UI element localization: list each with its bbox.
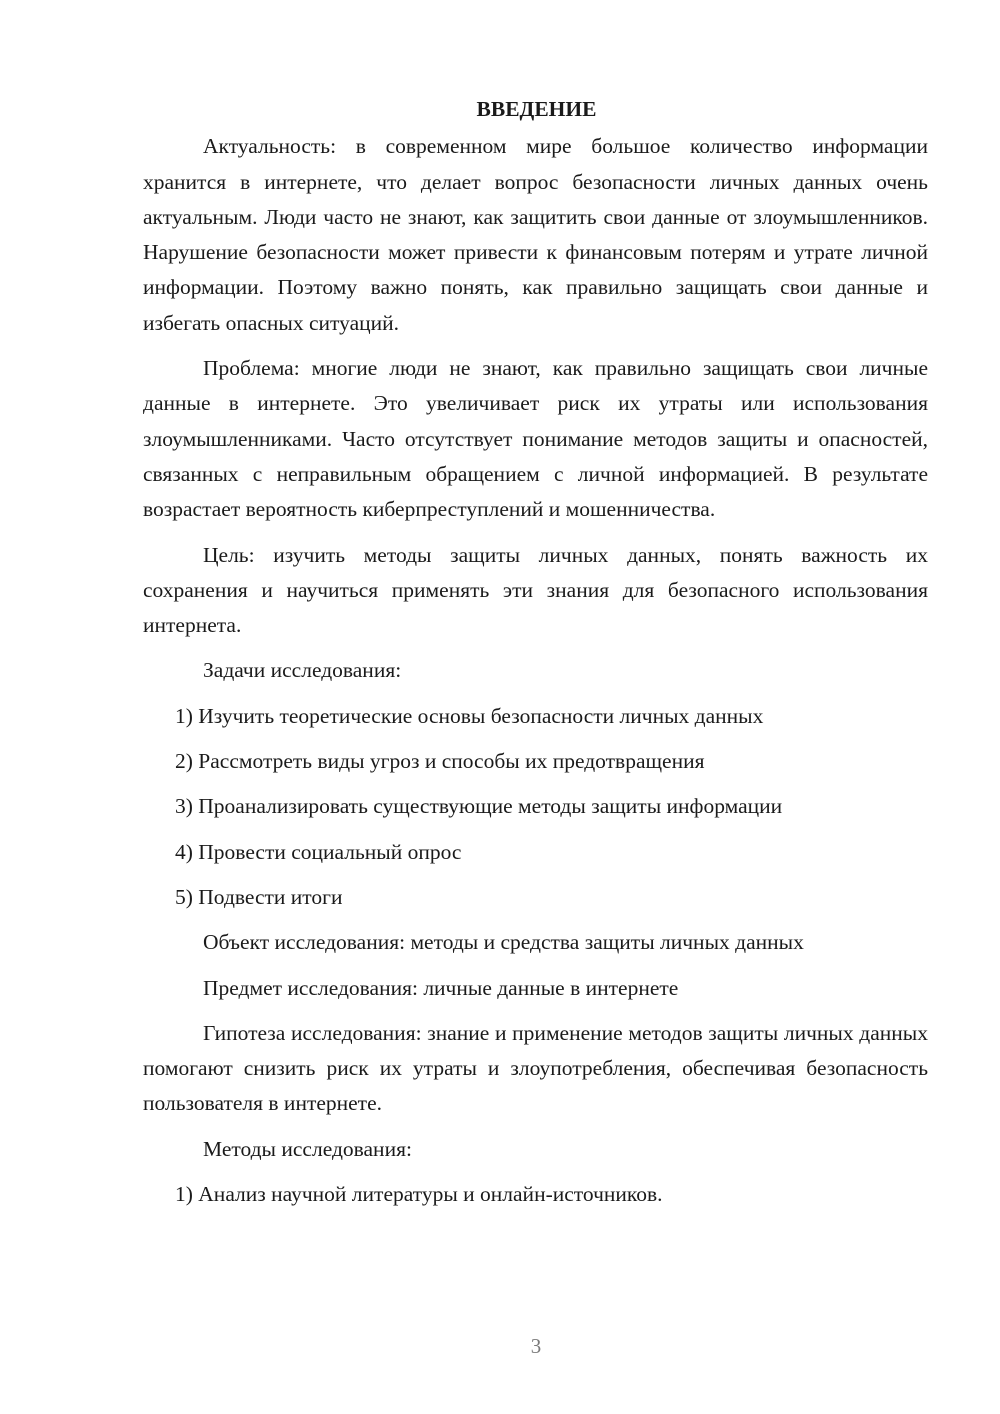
task-item: 3) Проанализировать существующие методы защиты информации <box>175 794 783 819</box>
methods-list <box>143 1177 928 1212</box>
tasks-list <box>143 699 928 915</box>
page-number: 3 <box>530 1334 542 1358</box>
research-subject: Предмет исследования: личные данные в интернете <box>203 975 679 1000</box>
tasks-heading: Задачи исследования: <box>203 658 402 683</box>
task-item: 2) Рассмотреть виды угроз и способы их предотвращения <box>175 749 705 774</box>
task-item: 5) Подвести итоги <box>175 884 343 909</box>
page-title: ВВЕДЕНИЕ <box>476 97 597 121</box>
method-item: 1) Анализ научной литературы и онлайн-источников. <box>175 1182 663 1207</box>
task-item: 4) Провести социальный опрос <box>175 839 462 864</box>
methods-heading: Методы исследования: <box>203 1136 412 1161</box>
page-content <box>143 92 928 1222</box>
hypothesis-paragraph: Гипотеза исследования: знание и применение методов защиты личных данных помогают снизить риск их утраты и злоупотребления, обеспечивая безопасность пользователя в интернете. <box>143 1020 928 1116</box>
research-object: Объект исследования: методы и средства защиты личных данных <box>203 930 804 955</box>
task-item: 1) Изучить теоретические основы безопасности личных данных <box>175 703 764 728</box>
problem-paragraph: Проблема: многие люди не знают, как правильно защищать свои личные данные в интернете. Это увеличивает риск их утраты или использования злоумышленниками. Часто отсутствует понимание методов защиты и опасностей, связанных с неправильным обращением с личной информацией. В результате возрастает вероятность киберпреступлений и мошенничества. <box>143 356 928 522</box>
relevance-paragraph: Актуальность: в современном мире большое количество информации хранится в интернете, что делает вопрос безопасности личных данных очень актуальным. Люди часто не знают, как защитить свои данные от злоумышленников. Нарушение безопасности может привести к финансовым потерям и утрате личной информации. Поэтому важно понять, как правильно защищать свои данные и избегать опасных ситуаций. <box>143 134 928 335</box>
goal-paragraph: Цель: изучить методы защиты личных данных, понять важность их сохранения и научиться применять эти знания для безопасного использования интернета. <box>143 542 928 638</box>
